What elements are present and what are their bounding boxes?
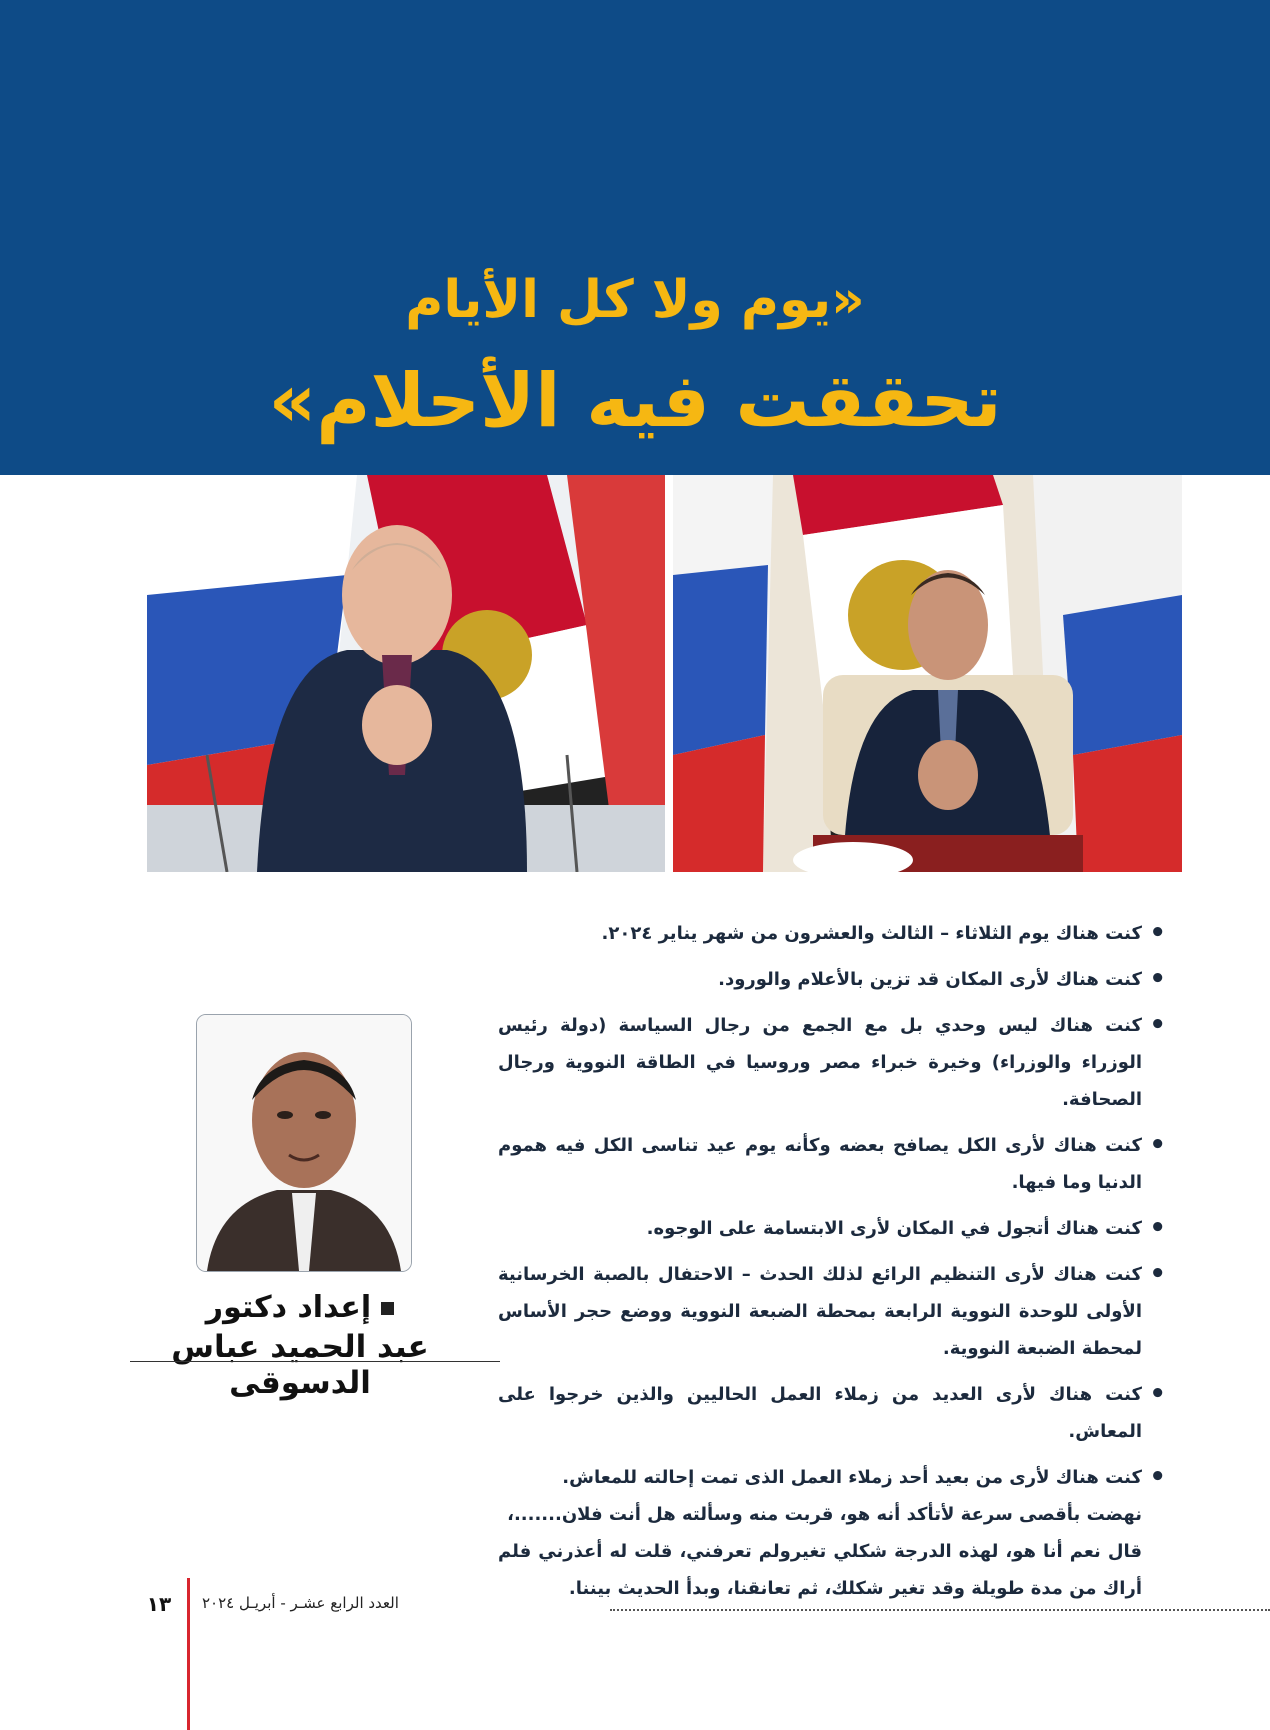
author-name: عبد الحميد عباس الدسوقى xyxy=(171,1329,429,1401)
list-item xyxy=(498,1459,1166,1607)
list-item xyxy=(498,1210,1166,1247)
photo-right xyxy=(673,475,1182,872)
article-title-line-2: تحققت فيه الأحلام» xyxy=(268,358,1002,444)
bullet-text: • كنت هناك لأرى التنظيم الرائع لذلك الحدث – الاحتفال بالصبة الخرسانية الأولى للوحدة النووية الرابعة بمحطة الضبعة النووية ووضع حجر الأساس لمحطة الضبعة النووية. xyxy=(498,1264,1142,1359)
bullet-text: • كنت هناك يوم الثلاثاء – الثالث والعشرون من شهر يناير ٢٠٢٤. xyxy=(601,923,1142,944)
list-item xyxy=(498,915,1166,952)
bullet-text: نهضت بأقصى سرعة لأتأكد أنه هو، قربت منه وسألته هل أنت فلان.......، xyxy=(507,1504,1142,1525)
bullet-text: • كنت هناك أتجول في المكان لأرى الابتسامة على الوجوه. xyxy=(646,1218,1142,1239)
bullet-text: • كنت هناك لأرى من بعيد أحد زملاء العمل الذى تمت إحالته للمعاش. xyxy=(562,1467,1142,1488)
issue-info: العدد الرابع عشـر - أبريـل ٢٠٢٤ xyxy=(202,1594,399,1612)
bullet-text: • كنت هناك لأرى العديد من زملاء العمل الحاليين والذين خرجوا على المعاش. xyxy=(498,1384,1142,1442)
page-number: ١٣ xyxy=(146,1592,172,1616)
article-title-line-1: «يوم ولا كل الأيام xyxy=(405,270,865,330)
article-bullet-list xyxy=(498,915,1166,1616)
russia-flag xyxy=(673,475,773,872)
footer-dotted-rule xyxy=(610,1609,1270,1611)
author-underline xyxy=(130,1361,500,1362)
author-credit xyxy=(100,1290,500,1401)
list-item xyxy=(498,961,1166,998)
list-item xyxy=(498,1256,1166,1367)
list-item xyxy=(498,1007,1166,1118)
list-item xyxy=(498,1127,1166,1201)
photo-left xyxy=(147,475,665,872)
author-photo xyxy=(196,1014,412,1272)
bullet-text: • كنت هناك لأرى الكل يصافح بعضه وكأنه يوم عيد تناسى الكل فيه هموم الدنيا وما فيها. xyxy=(498,1135,1142,1193)
bullet-text: قال نعم أنا هو، لهذه الدرجة شكلي تغيرولم تعرفني، قلت له أعذرني فلم أراك من مدة طويلة وقد تغير شكلك، ثم تعانقنا، وبدأ الحديث بيننا. xyxy=(498,1541,1142,1599)
footer-divider xyxy=(187,1578,190,1730)
square-bullet-icon xyxy=(381,1302,394,1315)
author-role xyxy=(100,1290,500,1325)
page-footer xyxy=(140,1592,1270,1622)
author-role-text: إعداد دكتور xyxy=(205,1290,372,1325)
bullet-text: • كنت هناك لأرى المكان قد تزين بالأعلام والورود. xyxy=(718,969,1142,990)
list-item xyxy=(498,1376,1166,1450)
bullet-text: • كنت هناك ليس وحدي بل مع الجمع من رجال السياسة (دولة رئيس الوزراء والوزراء) وخيرة خبراء مصر وروسيا في الطاقة النووية ورجال الصحافة. xyxy=(498,1015,1142,1110)
